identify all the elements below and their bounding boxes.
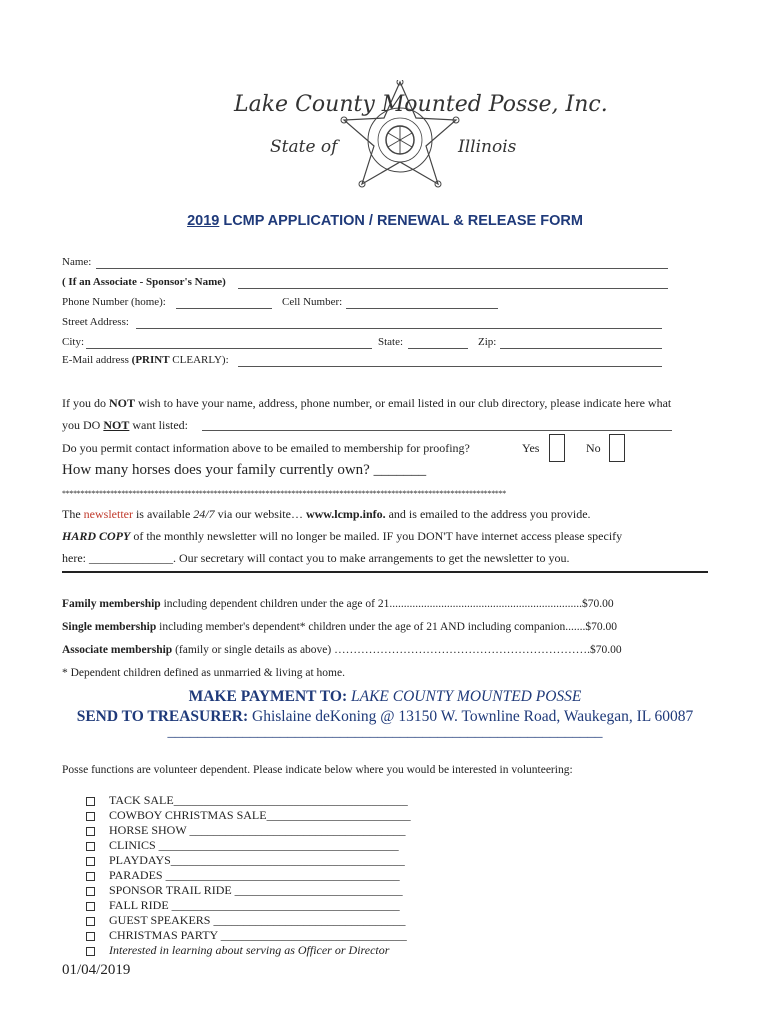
city-label: City: <box>62 336 85 348</box>
volunteer-item-horse-show[interactable] <box>86 823 405 838</box>
hard-copy-label: HARD COPY <box>62 529 131 543</box>
volunteer-item-sponsor-trail-ride[interactable] <box>86 883 403 898</box>
newsletter-line-2-rest: of the monthly newsletter will no longer be mailed. IF you DON'T have internet access please specify <box>130 529 623 543</box>
cell-label: Cell Number: <box>282 296 343 308</box>
newsletter-line-3: here: ______________. Our secretary will contact you to make arrangements to get the newsletter to you. <box>62 551 570 565</box>
permit-question: Do you permit contact information above to be emailed to membership for proofing? <box>62 441 470 455</box>
checkbox[interactable] <box>86 857 95 866</box>
send-to-label: SEND TO TREASURER: <box>76 708 249 725</box>
newsletter-line-1-b: is available <box>132 507 194 521</box>
volunteer-item-label: FALL RIDE ______________________________________ <box>109 898 400 912</box>
yes-label: Yes <box>522 441 540 455</box>
newsletter-line-1-d: and is emailed to the address you provide. <box>385 507 591 521</box>
volunteer-item-christmas-party[interactable] <box>86 928 407 943</box>
email-label-pre: E-Mail address <box>62 354 132 366</box>
state-label: State: <box>378 336 404 348</box>
directory-line-1-post: wish to have your name, address, phone number, or email listed in our club directory, please indicate here what <box>135 396 672 410</box>
volunteer-intro: Posse functions are volunteer dependent. Please indicate below where you would be interested in volunteering: <box>62 764 573 776</box>
volunteer-item-cowboy-christmas-sale[interactable] <box>86 808 411 823</box>
directory-line-2-post: want listed: <box>129 418 189 432</box>
phone-field[interactable] <box>176 308 272 309</box>
newsletter-line-1-italic: 24/7 <box>193 507 215 521</box>
checkbox[interactable] <box>86 932 95 941</box>
state-right-label: Illinois <box>458 137 517 157</box>
section-divider <box>62 571 708 573</box>
volunteer-item-label: CLINICS ________________________________________ <box>109 838 399 852</box>
street-field[interactable] <box>136 328 662 329</box>
no-label: No <box>586 441 601 455</box>
name-field[interactable] <box>96 268 668 269</box>
newsletter-line-1-c: via our website… <box>214 507 306 521</box>
family-membership-label: Family membership <box>62 598 161 610</box>
make-payment <box>0 688 770 706</box>
zip-label: Zip: <box>478 336 497 348</box>
volunteer-item-label: TACK SALE_______________________________________ <box>109 793 408 807</box>
newsletter-link-word: newsletter <box>83 507 133 521</box>
volunteer-item-label: PLAYDAYS_______________________________________ <box>109 853 405 867</box>
volunteer-item-clinics[interactable] <box>86 838 399 853</box>
directory-line-1-bold: NOT <box>109 396 136 410</box>
checkbox[interactable] <box>86 842 95 851</box>
name-label: Name: <box>62 256 92 268</box>
volunteer-item-label: HORSE SHOW ____________________________________ <box>109 823 406 837</box>
email-label-bold: (PRINT <box>131 354 170 366</box>
dependent-footnote: * Dependent children defined as unmarried & living at home. <box>62 667 345 679</box>
family-membership-detail: including dependent children under the age of 21...................................................................$70.00 <box>160 598 614 610</box>
checkbox[interactable] <box>86 947 95 956</box>
associate-label: ( If an Associate - Sponsor's Name) <box>62 276 226 288</box>
volunteer-item-label: SPONSOR TRAIL RIDE ____________________________ <box>109 883 403 897</box>
directory-line-2 <box>62 418 188 433</box>
form-title <box>0 213 770 229</box>
volunteer-item-guest-speakers[interactable] <box>86 913 405 928</box>
form-date: 01/04/2019 <box>62 962 131 978</box>
not-listed-field[interactable] <box>202 430 672 431</box>
email-label <box>62 354 229 366</box>
checkbox[interactable] <box>86 902 95 911</box>
website-url[interactable]: www.lcmp.info. <box>305 507 386 521</box>
volunteer-item-label: CHRISTMAS PARTY _______________________________ <box>109 928 407 942</box>
family-membership <box>62 598 614 610</box>
payment-rule: __________________________________________________________ <box>167 724 603 740</box>
street-label: Street Address: <box>62 316 129 328</box>
email-label-post: CLEARLY): <box>169 354 229 366</box>
directory-line-1-pre: If you do <box>62 396 109 410</box>
phone-label: Phone Number (home): <box>62 296 166 308</box>
volunteer-item-label: PARADES _______________________________________ <box>109 868 400 882</box>
newsletter-line-1 <box>62 507 591 522</box>
volunteer-item-fall-ride[interactable] <box>86 898 400 913</box>
associate-field[interactable] <box>238 288 668 289</box>
yes-checkbox[interactable] <box>549 434 565 462</box>
state-left-label: State of <box>270 137 338 157</box>
checkbox[interactable] <box>86 887 95 896</box>
make-payment-label: MAKE PAYMENT TO: <box>188 688 348 705</box>
city-field[interactable] <box>86 348 372 349</box>
volunteer-item-parades[interactable] <box>86 868 400 883</box>
directory-line-2-bold: NOT <box>103 418 130 432</box>
directory-line-1 <box>62 396 671 411</box>
volunteer-item-label: Interested in learning about serving as Officer or Director <box>109 943 390 957</box>
directory-line-2-pre: you DO <box>62 418 104 432</box>
volunteer-item-label: COWBOY CHRISTMAS SALE________________________ <box>109 808 411 822</box>
newsletter-line-2 <box>62 529 622 544</box>
payee-name: LAKE COUNTY MOUNTED POSSE <box>347 688 582 705</box>
newsletter-line-1-a: The <box>62 507 84 521</box>
single-membership <box>62 621 617 633</box>
single-membership-label: Single membership <box>62 621 157 633</box>
org-name: Lake County Mounted Posse, Inc. <box>234 92 608 117</box>
title-text: LCMP APPLICATION / RENEWAL & RELEASE FORM <box>219 213 583 229</box>
volunteer-item-tack-sale[interactable] <box>86 793 408 808</box>
associate-membership-label: Associate membership <box>62 644 173 656</box>
volunteer-item-officer-director[interactable] <box>86 943 389 958</box>
volunteer-item-label: GUEST SPEAKERS ________________________________ <box>109 913 406 927</box>
cell-field[interactable] <box>346 308 498 309</box>
zip-field[interactable] <box>500 348 662 349</box>
no-checkbox[interactable] <box>609 434 625 462</box>
associate-membership-detail: (family or single details as above) ………………………………………………………….$70.00 <box>172 644 622 656</box>
horses-question: How many horses does your family currently own? _______ <box>62 462 427 478</box>
associate-membership <box>62 644 622 656</box>
volunteer-item-playdays[interactable] <box>86 853 405 868</box>
checkbox[interactable] <box>86 917 95 926</box>
checkbox[interactable] <box>86 872 95 881</box>
state-field[interactable] <box>408 348 468 349</box>
checkbox[interactable] <box>86 812 95 821</box>
checkbox[interactable] <box>86 827 95 836</box>
star-divider: ************************************************************************************************************************ <box>62 489 507 498</box>
title-year: 2019 <box>187 213 220 229</box>
email-field[interactable] <box>238 366 662 367</box>
treasurer-address: Ghislaine deKoning @ 13150 W. Townline Road, Waukegan, IL 60087 <box>248 708 694 725</box>
single-membership-detail: including member's dependent* children under the age of 21 AND including companion.......$70.00 <box>156 621 617 633</box>
checkbox[interactable] <box>86 797 95 806</box>
